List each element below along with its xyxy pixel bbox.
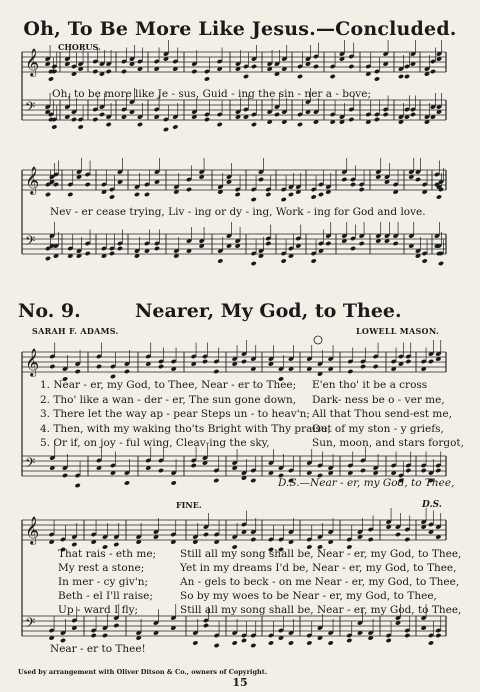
verse-2-left: 2. Tho' like a wan - der - er, The sun gone down, (40, 393, 297, 406)
chorus-lyric-line-1: Oh, to be more like Je - sus, Guid - ing the sin - ner a - bove; (52, 88, 371, 100)
chorus-lyric-line-2: Nev - er cease trying, Liv - ing or dy - ing, Work - ing for God and love. (50, 206, 426, 218)
ending-1-right: Still all my song shall be, Near - er, my God, to Thee, (180, 548, 462, 560)
svg-text:𝄢: 𝄢 (25, 455, 36, 474)
svg-text:𝄞: 𝄞 (25, 516, 40, 544)
svg-text:𝄞: 𝄞 (25, 48, 40, 76)
ending-2-left: My rest a stone; (58, 562, 145, 574)
verse-4-left: 4. Then, with my waking tho'ts Bright with Thy praise, (40, 422, 331, 435)
hymn-title: Nearer, My God, to Thee. (135, 300, 402, 322)
copyright-footnote: Used by arrangement with Oliver Ditson & Co., owners of Copyright. (18, 668, 267, 676)
ds-line: D.S.—Near - er, my God, to Thee, (278, 477, 455, 489)
verse-3-right: All that Thou send-est me, (312, 408, 452, 421)
page-number: 15 (232, 676, 248, 689)
page-title-concluded: Oh, To Be More Like Jesus.—Concluded. (23, 18, 457, 40)
verse-5-left: 5. Or if, on joy - ful wing, Cleav-ing the sky, (40, 437, 270, 450)
verse-1-left: 1. Near - er, my God, to Thee, Near - er to Thee; (40, 379, 297, 391)
svg-text:𝄢: 𝄢 (25, 233, 36, 252)
verse-1-right: E'en tho' it be a cross (312, 379, 428, 391)
verse-2-right: Dark- ness be o - ver me, (312, 393, 445, 406)
verse-block-left (40, 378, 331, 451)
ending-5-right: Still all my song shall be, Near - er, my God, to Thee, (180, 604, 462, 616)
ending-3-right: An - gels to beck - on me Near - er, my God, to Thee, (180, 576, 460, 588)
ending-block-right (180, 547, 461, 617)
final-line: Near - er to Thee! (50, 643, 146, 655)
verse-5-right: Sun, moon, and stars forgot, (312, 437, 464, 450)
music-credit: LOWELL MASON. (356, 326, 440, 336)
verse-block-right (312, 378, 464, 451)
svg-text:𝄢: 𝄢 (25, 99, 36, 118)
words-credit: SARAH F. ADAMS. (32, 326, 119, 336)
svg-text:𝄢: 𝄢 (25, 615, 36, 634)
ending-3-left: In mer - cy giv'n; (58, 576, 149, 588)
chorus-label: CHORUS. (58, 42, 101, 52)
verse-4-right: Out of my ston - y griefs, (312, 422, 444, 435)
ending-4-left: Beth - el I'll raise; (58, 590, 153, 602)
ending-1-left: That rais - eth me; (58, 548, 157, 560)
svg-text:𝄞: 𝄞 (25, 348, 40, 376)
ending-2-right: Yet in my dreams I'd be, Near - er, my God, to Thee, (180, 562, 457, 574)
svg-text:𝄞: 𝄞 (25, 166, 40, 194)
ending-5-left: Up - ward I fly; (58, 604, 139, 616)
ending-block-left (58, 547, 156, 617)
fine-label: FINE. (176, 500, 202, 510)
hymn-number: No. 9. (18, 300, 81, 322)
ds-label: D.S. (422, 500, 442, 510)
verse-3-left: 3. There let the way ap - pear Steps un - to heav'n; (40, 408, 310, 421)
ending-4-right: So by my woes to be Near - er, my God, to Thee, (180, 590, 437, 602)
